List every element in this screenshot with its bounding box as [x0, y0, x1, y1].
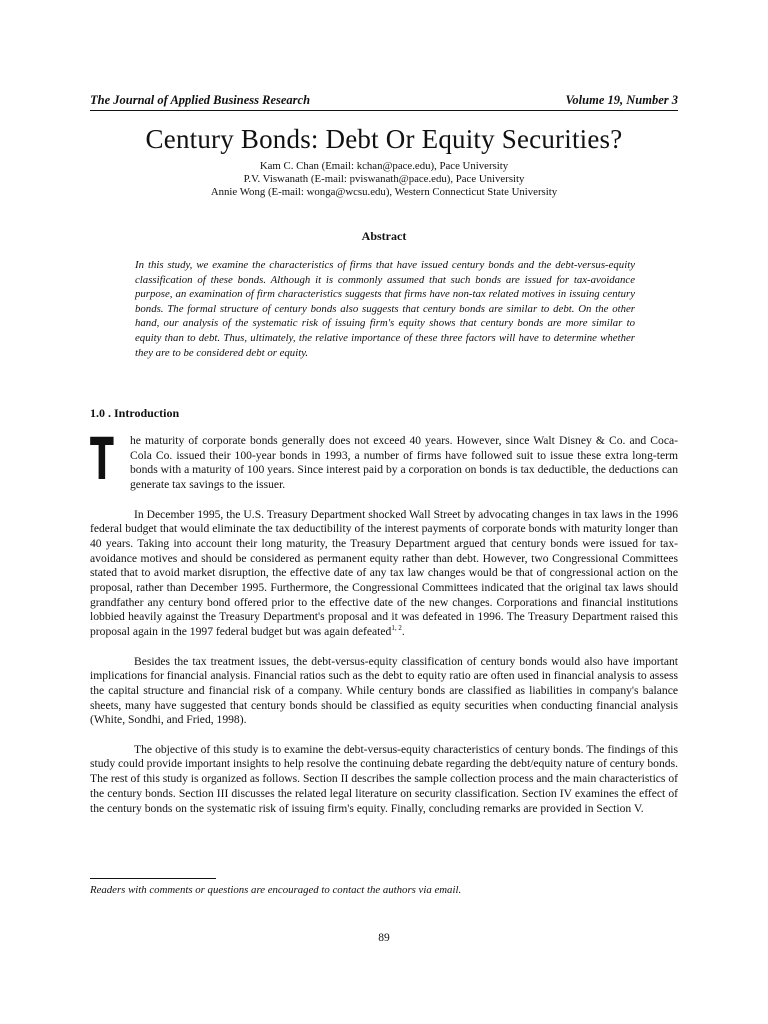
volume-number: Volume 19, Number 3 — [565, 93, 678, 107]
body-paragraph — [90, 425, 678, 493]
page-number: 89 — [378, 932, 390, 944]
author-line: Annie Wong (E-mail: wonga@wcsu.edu), Western Connecticut State University — [210, 186, 558, 198]
abstract-heading: Abstract — [361, 229, 407, 243]
paragraph-text: he maturity of corporate bonds generally does not exceed 40 years. However, since Walt Disney & Co. and Coca-Cola Co. issued their 100-year bonds in 1993, a number of firms have followed suit to issue these extra long-term bonds with a maturity of 100 years. Since interest paid by a corporation on bonds is tax deductible, the deductions can generate tax savings to the issuer. — [130, 434, 678, 492]
running-header — [90, 93, 678, 111]
author-line: Kam C. Chan (Email: kchan@pace.edu), Pace University — [259, 160, 509, 172]
author-list — [90, 160, 678, 199]
footnote-text: Readers with comments or questions are encouraged to contact the authors via email. — [90, 884, 462, 896]
author-line: P.V. Viswanath (E-mail: pviswanath@pace.edu), Pace University — [243, 173, 525, 185]
body-paragraph: The objective of this study is to examine the debt-versus-equity characteristics of century bonds. The findings of this study could provide important insights to help resolve the continuing debate regarding the debt/equity nature of century bonds. The rest of this study is organized as follows. Section II describes the sample collection process and the main characteristics of the century bonds. Section III discusses the related legal literature on security classification. Section IV examines the effect of the century bonds on the systematic risk of issuing firm's equity. Finally, concluding remarks are provided in Section V. — [90, 742, 678, 815]
journal-name: The Journal of Applied Business Research — [90, 93, 311, 107]
abstract-text: In this study, we examine the characteristics of firms that have issued century bonds and the debt-versus-equity classification of these bonds. Although it is commonly assumed that such bonds are issued for tax-avoidance purpose, an examination of firm characteristics suggests that firms have non-tax related motives in issuing century bonds. The formal structure of century bonds also suggests that century bonds are similar to debt. On the other hand, our analysis of the systematic risk of issuing firm's equity shows that century bonds are more similar to equity than to debt. Thus, ultimately, the relative importance of these three factors will have to determine whether they are to be considered debt or equity. — [135, 259, 635, 359]
section-heading-introduction: 1.0 . Introduction — [90, 406, 180, 420]
body-text — [90, 425, 678, 831]
body-paragraph — [90, 508, 678, 640]
paragraph-end: . — [401, 625, 405, 639]
footnote-divider — [90, 878, 216, 879]
body-paragraph: Besides the tax treatment issues, the debt-versus-equity classification of century bonds would also have important implications for financial analysis. Financial ratios such as the debt to equity ratio are often used in financial analysis to assess the capital structure and financial risk of a company. While century bonds are classified as liabilities in company's balance sheets, many have suggested that century bonds should be classified as equity securities when conducting financial analysis (White, Sondhi, and Fried, 1998). — [90, 654, 678, 727]
drop-cap: T — [90, 425, 114, 493]
footnote-reference: 1, 2 — [391, 624, 402, 633]
paragraph-text: In December 1995, the U.S. Treasury Department shocked Wall Street by advocating changes in tax laws in the 1996 federal budget that would eliminate the tax deductibility of the interest payments of corporate bonds with maturity longer than 40 years. Taking into account their long maturity, the Treasury Department argued that century bonds were issued for tax-avoidance motives and should be considered as permanent equity rather than debt. However, two Congressional Committees stated that to avoid market disruption, the effective date of any tax law changes would be that of congressional action on the proposal, rather than December 1995. Furthermore, the Congressional Committees indicated that the original tax laws should grandfather any century bond offered prior to the effective date of the new changes. Corporations and financial institutions lobbied heavily against the Treasury Department's proposal and it was defeated in 1996. The Treasury Department raised this proposal again in the 1997 federal budget but was again defeated — [90, 507, 678, 639]
paper-title: Century Bonds: Debt Or Equity Securities? — [145, 124, 623, 154]
